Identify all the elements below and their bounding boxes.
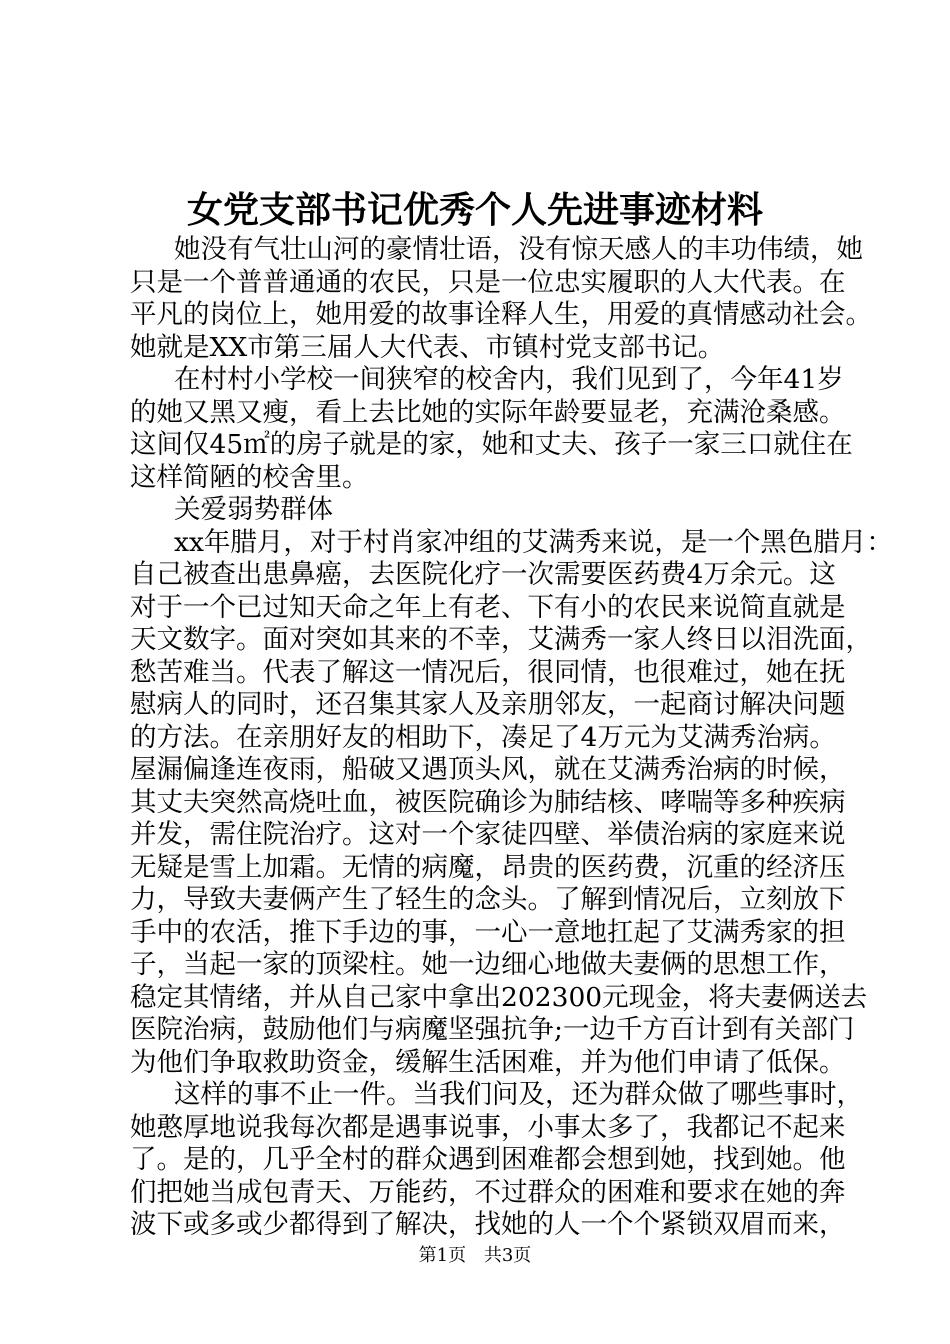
text-line: 对于一个已过知天命之年上有老、下有小的农民来说简直就是: [130, 591, 846, 623]
document-body: [130, 234, 893, 1242]
text-line: 稳定其情绪，并从自己家中拿出202300元现金，将夫妻俩送去: [130, 981, 868, 1013]
text-line: 们把她当成包青天、万能药，不过群众的困难和要求在她的奔: [130, 1176, 846, 1208]
text-line: 手中的农活，推下手边的事，一心一意地扛起了艾满秀家的担: [130, 916, 846, 948]
document-title: 女党支部书记优秀个人先进事迹材料: [186, 189, 763, 231]
text-line: 只是一个普普通通的农民，只是一位忠实履职的人大代表。在: [130, 266, 846, 298]
text-line: 医院治病，鼓励他们与病魔坚强抗争;一边千方百计到有关部门: [130, 1014, 855, 1045]
text-line: 在村村小学校一间狭窄的校舍内，我们见到了，今年41岁: [174, 364, 844, 395]
text-line: 的她又黑又瘦，看上去比她的实际年龄要显老，充满沧桑感。: [130, 396, 846, 428]
text-line: 波下或多或少都得到了解决，找她的人一个个紧锁双眉而来，: [130, 1209, 846, 1240]
text-line: 这样简陋的校舍里。: [130, 461, 369, 493]
text-line: 了。是的，几乎全村的群众遇到困难都会想到她，找到她。他: [130, 1144, 846, 1175]
text-line: 这样的事不止一件。当我们问及，还为群众做了哪些事时，: [174, 1079, 863, 1110]
page-number: 第1页: [418, 1245, 467, 1266]
text-line: 愁苦难当。代表了解这一情况后，很同情，也很难过，她在抚: [130, 656, 846, 688]
text-line: 平凡的岗位上，她用爱的故事诠释人生，用爱的真情感动社会。: [130, 299, 872, 330]
text-line: 力，导致夫妻俩产生了轻生的念头。了解到情况后，立刻放下: [130, 884, 846, 915]
text-line: 无疑是雪上加霜。无情的病魔，昂贵的医药费，沉重的经济压: [130, 851, 846, 883]
text-line: 其丈夫突然高烧吐血，被医院确诊为肺结核、哮喘等多种疾病: [130, 786, 846, 818]
text-line: 天文数字。面对突如其来的不幸，艾满秀一家人终日以泪洗面，: [130, 624, 872, 655]
text-line: 关爱弱势群体: [174, 494, 333, 525]
text-line: 她就是XX市第三届人大代表、市镇村党支部书记。: [130, 331, 725, 363]
text-line: 的方法。在亲朋好友的相助下，凑足了4万元为艾满秀治病。: [130, 721, 836, 753]
text-line: 这间仅45㎡的房子就是的家，她和丈夫、孩子一家三口就住在: [130, 429, 853, 460]
text-line: 自己被查出患鼻癌，去医院化疗一次需要医药费4万余元。这: [130, 559, 836, 590]
text-line: 为他们争取救助资金，缓解生活困难，并为他们申请了低保。: [130, 1046, 846, 1078]
page-footer: [0, 1244, 950, 1268]
text-line: 慰病人的同时，还召集其家人及亲朋邻友，一起商讨解决问题: [130, 689, 846, 720]
text-line: 她没有气壮山河的豪情壮语，没有惊天感人的丰功伟绩，她: [174, 234, 863, 265]
text-line: 她憨厚地说我每次都是遇事说事，小事太多了，我都记不起来: [130, 1111, 846, 1143]
page-total: 共3页: [483, 1245, 532, 1266]
text-line: 并发，需住院治疗。这对一个家徒四壁、举债治病的家庭来说: [130, 819, 846, 850]
text-line: 屋漏偏逢连夜雨，船破又遇顶头风，就在艾满秀治病的时候，: [130, 754, 846, 785]
text-line: xx年腊月，对于村肖家冲组的艾满秀来说，是一个黑色腊月：: [174, 526, 893, 558]
text-line: 子，当起一家的顶梁柱。她一边细心地做夫妻俩的思想工作，: [130, 949, 846, 980]
